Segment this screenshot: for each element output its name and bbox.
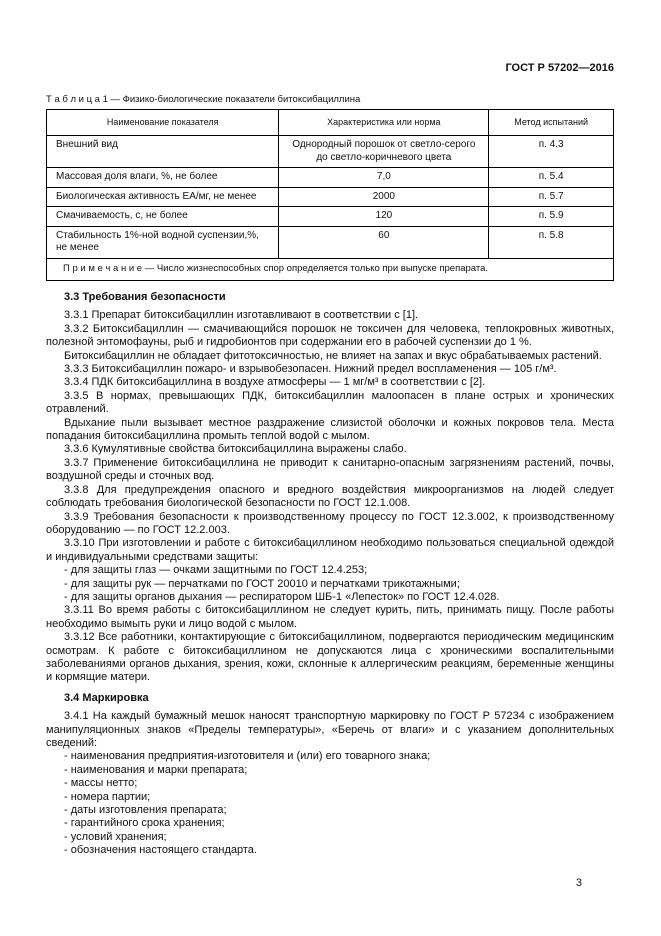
indicators-table [46, 109, 614, 281]
table-cell-name: Биологическая активность ЕА/мг, не менее [47, 187, 279, 207]
page-number: 3 [575, 877, 582, 889]
paragraph: 3.3.3 Битоксибациллин пожаро- и взрывобезопасен. Нижний предел воспламенения — 105 г/м³. [64, 363, 557, 376]
indicators-table-body [47, 136, 614, 281]
list-item: - массы нетто; [64, 777, 138, 790]
paragraph: 3.3.10 При изготовлении и работе с битоксибациллином необходимо пользоваться специальной одеждой и индивидуальными средствами защиты: [46, 537, 614, 563]
list-item: - наименования и марки препарата; [64, 763, 248, 776]
table-note: П р и м е ч а н и е — Число жизнеспособных спор определяется только при выпуске препарата. [47, 258, 614, 281]
table-cell-method: п. 5.9 [489, 207, 614, 227]
paragraph: 3.3.6 Кумулятивные свойства битоксибациллина выражены слабо. [64, 443, 407, 456]
paragraph: 3.3.1 Препарат битоксибациллин изготавливают в соответствии с [1]. [64, 309, 419, 322]
list-item: - для защиты рук — перчатками по ГОСТ 20010 и перчатками трикотажными; [64, 577, 460, 590]
paragraph: 3.3.7 Применение битоксибациллина не приводит к санитарно-опасным загрязнениям растений, почвы, воздушной среды и сточных вод. [46, 456, 614, 483]
list-item: - гарантийного срока хранения; [64, 817, 225, 830]
paragraph: 3.3.8 Для предупреждения опасного и вредного воздействия микроорганизмов на людей следует соблюдать требования биологической безопасности по ГОСТ 12.1.008. [46, 483, 614, 510]
table-cell-value: 7,0 [279, 168, 489, 188]
table-row [47, 226, 614, 258]
list-item: - обозначения настоящего стандарта. [64, 844, 257, 857]
paragraph: 3.3.11 Во время работы с битоксибациллином не следует курить, пить, принимать пищу. После работы необходимо вымыть руки и лицо водой с мылом. [46, 604, 614, 630]
doc-number: ГОСТ Р 57202—2016 [505, 62, 614, 74]
table-cell-value: 120 [279, 207, 489, 227]
list-item: - для защиты органов дыхания — респиратором ШБ-1 «Лепесток» по ГОСТ 12.4.028. [64, 590, 500, 603]
table-row [47, 207, 614, 227]
table-cell-value: 2000 [279, 187, 489, 207]
table-column-header: Характеристика или норма [279, 110, 489, 136]
paragraph: Битоксибациллин не обладает фитотоксичностью, не влияет на запах и вкус обрабатываемых растений. [64, 349, 602, 362]
paragraph: Вдыхание пыли вызывает местное раздражение слизистой оболочки и кожных покровов тела. Места попадания битоксибациллина промыть теплой водой с мылом. [46, 416, 614, 443]
list-item: - наименования предприятия-изготовителя и (или) его товарного знака; [64, 750, 431, 763]
paragraph: 3.3.4 ПДК битоксибациллина в воздухе атмосферы — 1 мг/м³ в соответствии с [2]. [64, 376, 486, 389]
table-row [47, 136, 614, 168]
table-cell-value: 60 [279, 226, 489, 258]
list-item: - условий хранения; [64, 830, 167, 843]
table-cell-method: п. 5.8 [489, 226, 614, 258]
table-cell-name: Массовая доля влаги, %, не более [47, 168, 279, 188]
table-row [47, 168, 614, 188]
table-column-header: Метод испытаний [489, 110, 614, 136]
indicators-table-head [47, 110, 614, 136]
table-cell-method: п. 5.7 [489, 187, 614, 207]
table-column-header: Наименование показателя [47, 110, 279, 136]
paragraph: 3.3.5 В нормах, превышающих ПДК, битоксибациллин малоопасен в плане острых и хронических отравлений. [46, 389, 614, 416]
table-cell-name: Внешний вид [47, 136, 279, 168]
list-item: - даты изготовления препарата; [64, 804, 227, 817]
table-cell-method: п. 5.4 [489, 168, 614, 188]
paragraph: 3.3.2 Битоксибациллин — смачивающийся порошок не токсичен для человека, теплокровных животных, полезной энтомофауны, рыб и гидробионтов при содержании его в рабочей суспензии до 1 %. [46, 322, 614, 349]
table-header-row [47, 110, 614, 136]
table-row [47, 187, 614, 207]
list-item: - для защиты глаз — очками защитными по ГОСТ 12.4.253; [64, 564, 368, 577]
paragraph: 3.3.12 Все работники, контактирующие с битоксибациллином, подвергаются периодическим медицинским осмотрам. К работе с битоксибациллином не допускаются лица с хроническими воспалительными заболеваниями органов дыхания, зрения, кожи, склонные к аллергическим реакциям, беременные женщины и кормящие матери. [46, 631, 614, 684]
table-cell-name: Смачиваемость, с, не более [47, 207, 279, 227]
table-cell-name: Стабильность 1%-ной водной суспензии,%, не менее [47, 226, 279, 258]
paragraph: 3.3.9 Требования безопасности к производственному процессу по ГОСТ 12.3.002, к производственному оборудованию — по ГОСТ 12.2.003. [46, 510, 614, 536]
list-item: - номера партии; [64, 790, 151, 803]
document-body [46, 291, 614, 858]
section-heading: 3.3 Требования безопасности [64, 291, 226, 303]
table-caption: Т а б л и ц а 1 — Физико-биологические показатели битоксибациллина [46, 94, 361, 105]
paragraph: 3.4.1 На каждый бумажный мешок наносят транспортную маркировку по ГОСТ Р 57234 с изображением манипуляционных знаков «Пределы температуры», «Беречь от влаги» и с указанием дополнительных сведений: [46, 710, 614, 749]
table-note-row [47, 258, 614, 281]
table-cell-value: Однородный порошок от светло-серого до светло-коричневого цвета [279, 136, 489, 168]
table-cell-method: п. 4.3 [489, 136, 614, 168]
section-heading: 3.4 Маркировка [64, 691, 149, 704]
